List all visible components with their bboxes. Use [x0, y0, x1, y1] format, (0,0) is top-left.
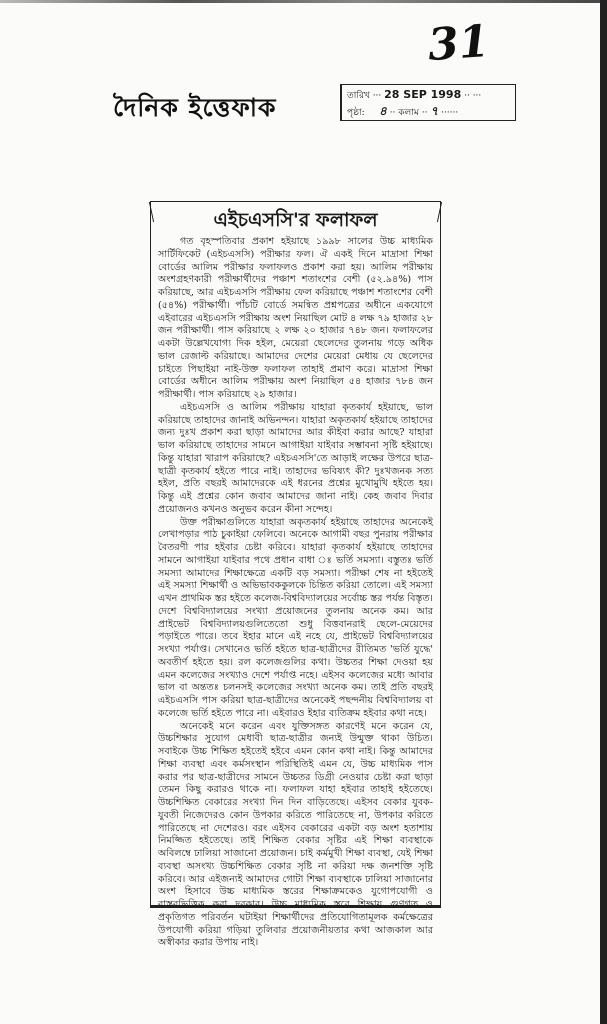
scan-top-edge: [0, 0, 607, 3]
article-paragraph: এইচএসসি ও আলিম পরীক্ষায় যাহারা কৃতকার্য হইয়াছে, ভাল করিয়াছে তাহাদের জানাই অভিনন্দন। যাহারা অকৃতকার্য হইয়াছে তাহাদের জন্য দুঃখ প্রকাশ করা ছাড়া আমাদের আর কীইবা করার আছে? যাহারা ভাল করিয়াছে তাহাদের সামনে আগাইয়া যাইবার সম্ভাবনা সৃষ্টি হইয়াছে। কিন্তু যাহারা খারাপ করিয়াছে? এইচএসসি'তে আড়াই লক্ষের উপরে ছাত্র-ছাত্রী কৃতকার্য হইতে পারে নাই। তাহাদের ভবিষ্যৎ কী? দুঃখজনক সত্য হইল, প্রতি বছরই আমাদেরকে এই ধরনের প্রশ্নের মুখোমুখি হইতে হয়। কিন্তু এই প্রশ্নের কোন জবাব আমাদের জানা নাই। কেহ জবাব দিবার প্রয়োজনও কখনও অনুভব করেন কীনা সন্দেহ।: [158, 401, 433, 515]
stamp-column-label: কলাম: [398, 108, 419, 118]
newspaper-masthead: দৈনিক ইত্তেফাক: [113, 93, 277, 122]
article-paragraph: গত বৃহস্পতিবার প্রকাশ হইয়াছে ১৯৯৮ সালের উচ্চ মাধ্যমিক সার্টিফিকেট (এইচএসসি) পরীক্ষার ফল। ঐ একই দিনে মাদ্রাসা শিক্ষা বোর্ডের আলিম পরীক্ষার ফলাফলও প্রকাশ করা হয়। আলিম পরীক্ষায় অংশগ্রহণকারী পরীক্ষার্থীদের পঞ্চাশ শতাংশের বেশী (৫২.৯৪%) পাস করিয়াছে, আর এইচএসসি পরীক্ষায় ফেল করিয়াছে পঞ্চাশ শতাংশের বেশী (৫৪%) পরীক্ষার্থী। পাঁচটি বোর্ডে সমন্বিত প্রশ্নপত্রের অধীনে একযোগে এইবারের এইচএসসি পরীক্ষায় অংশ নিয়াছিল মোট ৪ লক্ষ ৭৯ হাজার ২৮ জন পরীক্ষার্থী। পাস করিয়াছে ২ লক্ষ ২০ হাজার ৭৪৮ জন। ফলাফলের একটা উল্লেখযোগ্য দিক হইল, মেয়েরা ছেলেদের তুলনায় গড়ে অধিক ভাল রেজাল্ট করিয়াছে। আমাদের দেশের মেয়েরা মেধায় যে ছেলেদের চাইতে পিছাইয়া নাই-উক্ত ফলাফল তাহাই প্রমাণ করে। মাদ্রাসা শিক্ষা বোর্ডের অধীনে আলিম পরীক্ষায় অংশ নিয়াছিল ৫৪ হাজার ৭৮৪ জন পরীক্ষার্থী। পাস করিয়াছে ২৯ হাজার।: [158, 236, 433, 400]
article-title: এইচএসসি'র ফলাফল: [213, 209, 378, 231]
article-paragraph: উক্ত পরীক্ষাগুলিতে যাহারা অকৃতকার্য হইয়াছে তাহাদের অনেকেই লেখাপড়ার পাঠ চুকাইয়া ফেলিবে। অনেকে আগামী বছর পুনরায় পরীক্ষার বৈতরণী পার হইবার চেষ্টা করিবে। যাহারা কৃতকার্য হইয়াছে তাহাদের সামনে আগাইয়া যাইবার পথে প্রধান বাধা ঃ ভর্তি সমস্যা। বস্তুতঃ ভর্তি সমস্যা আমাদের শিক্ষাক্ষেত্রে একটি বড় সমস্যা। পরীক্ষা শেষ না হইতেই এই সমস্যা শিক্ষার্থী ও অভিভাবককুলকে চিন্তিত করিয়া তোলে। এই সমস্যা এখন প্রাথমিক স্তর হইতে কলেজ-বিশ্ববিদ্যালয়ের সর্বোচ্চ স্তর পর্যন্ত বিস্তৃত। দেশে বিশ্ববিদ্যালয়ের সংখ্যা প্রয়োজনের তুলনায় অনেক কম। আর প্রাইভেট বিশ্ববিদ্যালয়গুলিতেতো শুধু বিত্তবানরাই ছেলে-মেয়েদের পড়াইতে পারে। তবে ইহার মানে এই নহে যে, প্রাইভেট বিশ্ববিদ্যালয়ের সংখ্যা পর্যাপ্ত। সেখানেও ভর্তি হইতে ছাত্র-ছাত্রীদের রীতিমত 'ভর্তি যুদ্ধে' অবতীর্ণ হইতে হয়। রল কলেজগুলির কথা। উচ্চতর শিক্ষা দেওয়া হয় এমন কলেজের সংখ্যাও দেশে পর্যাপ্ত নহে। এইসব কলেজের মধ্যে আবার ভাল বা অন্ততঃ চলনসই কলেজের সংখ্যা অনেক কম। তাই প্রতি বছরই এইচএসসি পাস করিয়া ছাত্র-ছাত্রীদের অনেকেই পছন্দনীয় বিশ্ববিদ্যালয় বা কলেজে ভর্তি হইতে পারে না। এইবারও ইহার ব্যতিক্রম হইবার কথা নহে।: [158, 516, 433, 719]
article-paragraph: অনেকেই মনে করেন এবং যুক্তিসঙ্গত কারণেই মনে করেন যে, উচ্চশিক্ষার সুযোগ মেধাবী ছাত্র-ছাত্রীর জন্যই উন্মুক্ত থাকা উচিত। সবাইকে উচ্চ শিক্ষিত হইতেই হইবে এমন কোন কথা নাই। কিন্তু আমাদের শিক্ষা ব্যবস্থা এবং কর্মসংস্থান পরিস্থিতিই এমন যে, উচ্চ মাধ্যমিক পাস করার পর ছাত্র-ছাত্রীদের সামনে উচ্চতর ডিগ্রী নেওয়ার চেষ্টা করা ছাড়া তেমন কিছু করারও থাকে না। ফলাফল যাহা হইবার তাহাই হইতেছে। উচ্চশিক্ষিত বেকারের সংখ্যা দিন দিন বাড়িতেছে। এইসব বেকার যুবক-যুবতী নিজেদেরও কোন উপকার করিতে পারিতেছে না, উপকার করিতে পারিতেছে না দেশেরও। বরং এইসব বেকারের একটা বড় অংশ হতাশায় নিমজ্জিত হইতেছে। তাই শিক্ষিত বেকার সৃষ্টির এই শিক্ষা ব্যবস্থাকে অবিলম্বে ঢালিয়া সাজানো প্রয়োজন। চাই কর্মমুখী শিক্ষা ব্যবস্থা, যেই শিক্ষা ব্যবস্থা অসংখ্য উচ্চশিক্ষিত বেকার সৃষ্টি না করিয়া দক্ষ জনশক্তি সৃষ্টি করিবে। আর এইজন্যই আমাদের গোটা শিক্ষা ব্যবস্থাকে ঢালিয়া সাজানোর অংশ হিসাবে উচ্চ মাধ্যমিক স্তরের শিক্ষাক্রমকেও যুগোপযোগী ও বাস্তবভিত্তিক করা দরকার। উচ্চ মাধ্যমিক স্তরে শিক্ষায় গুণগত ও প্রকৃতিগত পরিবর্তন ঘটাইয়া শিক্ষার্থীদের প্রতিযোগিতামূলক কর্মক্ষেত্রের উপযোগী করিয়া গড়িয়া তুলিবার প্রয়োজনীয়তার কথা আজকাল আর অস্বীকার করার উপায় নাই।: [158, 720, 433, 949]
scan-right-edge: [600, 0, 607, 1024]
title-corner-ornament: [149, 202, 170, 222]
editorial-article: [150, 201, 441, 949]
date-stamp: [340, 84, 516, 121]
stamp-page-row: পৃষ্ঠা: ৪ ·· কলাম ·· ৭ ······: [347, 104, 459, 118]
stamp-date-row: তারিখ ··· 28 SEP 1998 ·· ···: [347, 88, 482, 101]
stamp-date-value: 28 SEP 1998: [384, 88, 462, 101]
stamp-page-value: ৪: [378, 104, 387, 118]
title-corner-ornament: [421, 202, 442, 222]
stamp-date-label: তারিখ: [347, 91, 370, 101]
stamp-column-value: ৭: [430, 104, 439, 118]
handwritten-number: 31: [426, 15, 491, 72]
stamp-page-label: পৃষ্ঠা:: [347, 108, 365, 118]
